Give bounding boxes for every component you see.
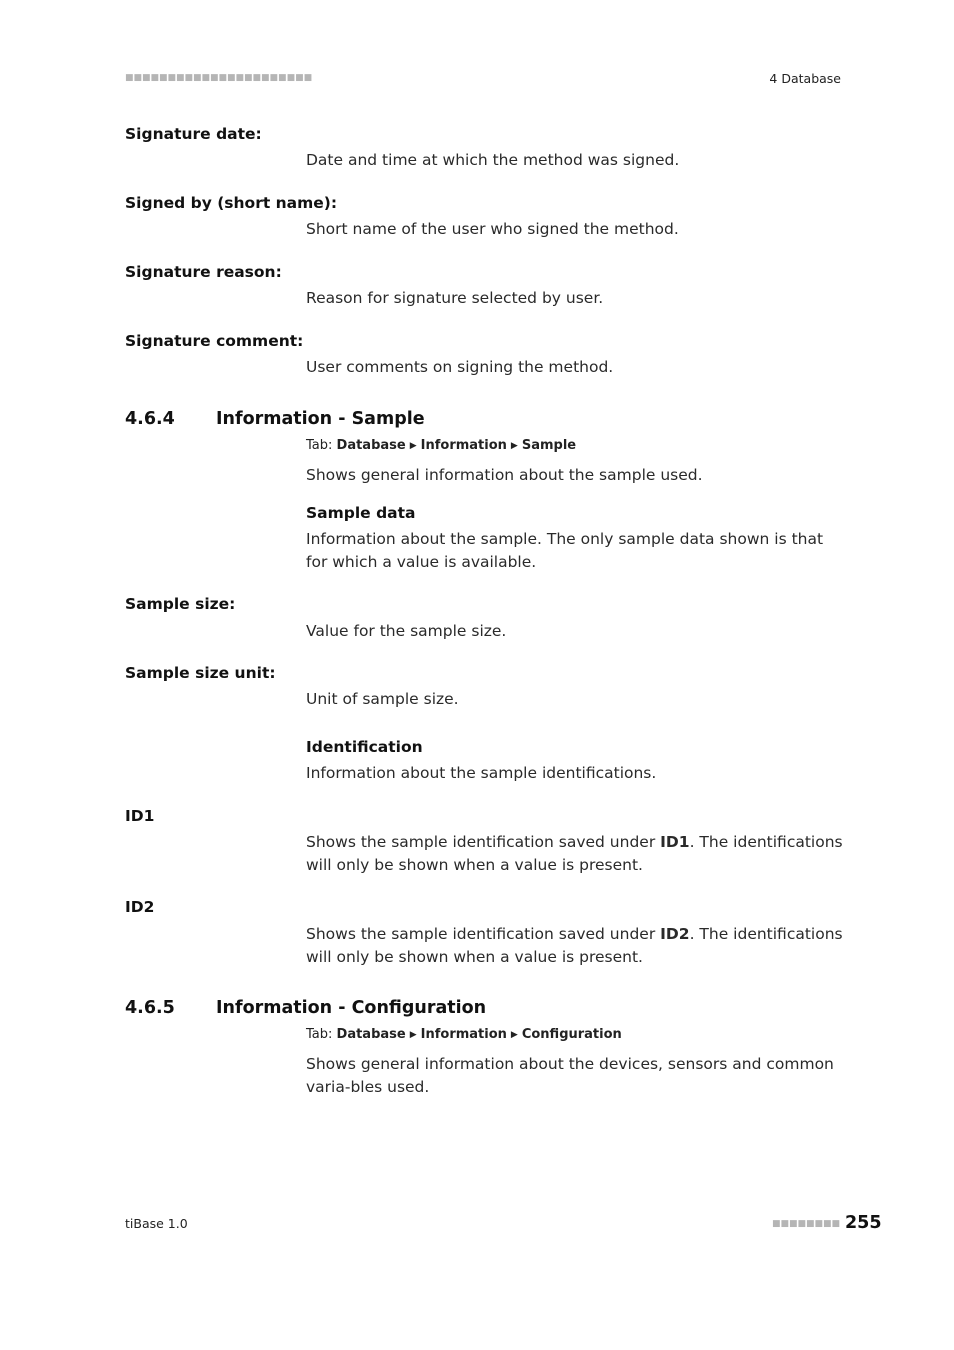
desc-id2-post: . The identifications will only be shown when a value is present.: [306, 925, 843, 966]
tab-path-item: Sample: [521, 438, 577, 453]
subheading-sample-data: Sample data: [306, 504, 416, 522]
subheading-identification: Identification: [306, 738, 423, 756]
tab-path: [306, 1026, 622, 1045]
arrow-right-icon: ▶: [409, 1030, 417, 1040]
section-title: Information - Configuration: [216, 998, 487, 1018]
section-intro: Shows general information about the sample used.: [306, 466, 703, 484]
desc-sample-size-unit: Unit of sample size.: [306, 690, 459, 708]
tab-path-item: Information: [420, 438, 507, 453]
desc-id1-bold: ID1: [660, 833, 690, 851]
desc-id1-post: . The identifications will only be shown when a value is present.: [306, 833, 843, 874]
tab-path-item: Database: [336, 438, 406, 453]
arrow-right-icon: ▶: [510, 1030, 518, 1040]
section-title: Information - Sample: [216, 409, 425, 429]
term-signature-reason: Signature reason:: [125, 263, 282, 281]
desc-id1: [306, 831, 846, 877]
page-number: 255: [845, 1213, 882, 1233]
tab-path-item: Database: [336, 1027, 406, 1042]
footer-product: tiBase 1.0: [125, 1216, 188, 1231]
term-signature-date: Signature date:: [125, 125, 262, 143]
desc-signature-date: Date and time at which the method was signed.: [306, 151, 680, 169]
tab-path: [306, 437, 576, 456]
desc-id2-pre: Shows the sample identification saved under: [306, 925, 661, 943]
desc-id2-bold: ID2: [660, 925, 690, 943]
desc-sample-size: Value for the sample size.: [306, 622, 507, 640]
term-signature-comment: Signature comment:: [125, 332, 304, 350]
identification-text: Information about the sample identifications.: [306, 764, 657, 782]
term-sample-size: Sample size:: [125, 595, 236, 613]
term-id2: ID2: [125, 898, 155, 916]
footer-decoration: ■■■■■■■■: [772, 1219, 841, 1229]
desc-signature-reason: Reason for signature selected by user.: [306, 289, 604, 307]
tab-prefix: Tab:: [306, 438, 333, 453]
section-number: 4.6.5: [125, 998, 175, 1018]
desc-signed-by: Short name of the user who signed the method.: [306, 220, 679, 238]
tab-prefix: Tab:: [306, 1027, 333, 1042]
desc-id1-pre: Shows the sample identification saved under: [306, 833, 661, 851]
chapter-title: 4 Database: [769, 71, 841, 86]
tab-path-item: Information: [420, 1027, 507, 1042]
sample-data-text: Information about the sample. The only sample data shown is that for which a value is available.: [306, 530, 824, 571]
header-decoration: ■■■■■■■■■■■■■■■■■■■■■■: [125, 73, 313, 83]
term-sample-size-unit: Sample size unit:: [125, 664, 276, 682]
desc-signature-comment: User comments on signing the method.: [306, 358, 614, 376]
arrow-right-icon: ▶: [510, 441, 518, 451]
term-id1: ID1: [125, 807, 155, 825]
tab-path-item: Configuration: [521, 1027, 622, 1042]
section-number: 4.6.4: [125, 409, 175, 429]
desc-id2: [306, 923, 846, 969]
term-signed-by: Signed by (short name):: [125, 194, 338, 212]
arrow-right-icon: ▶: [409, 441, 417, 451]
section-intro: Shows general information about the devices, sensors and common varia-bles used.: [306, 1055, 834, 1096]
